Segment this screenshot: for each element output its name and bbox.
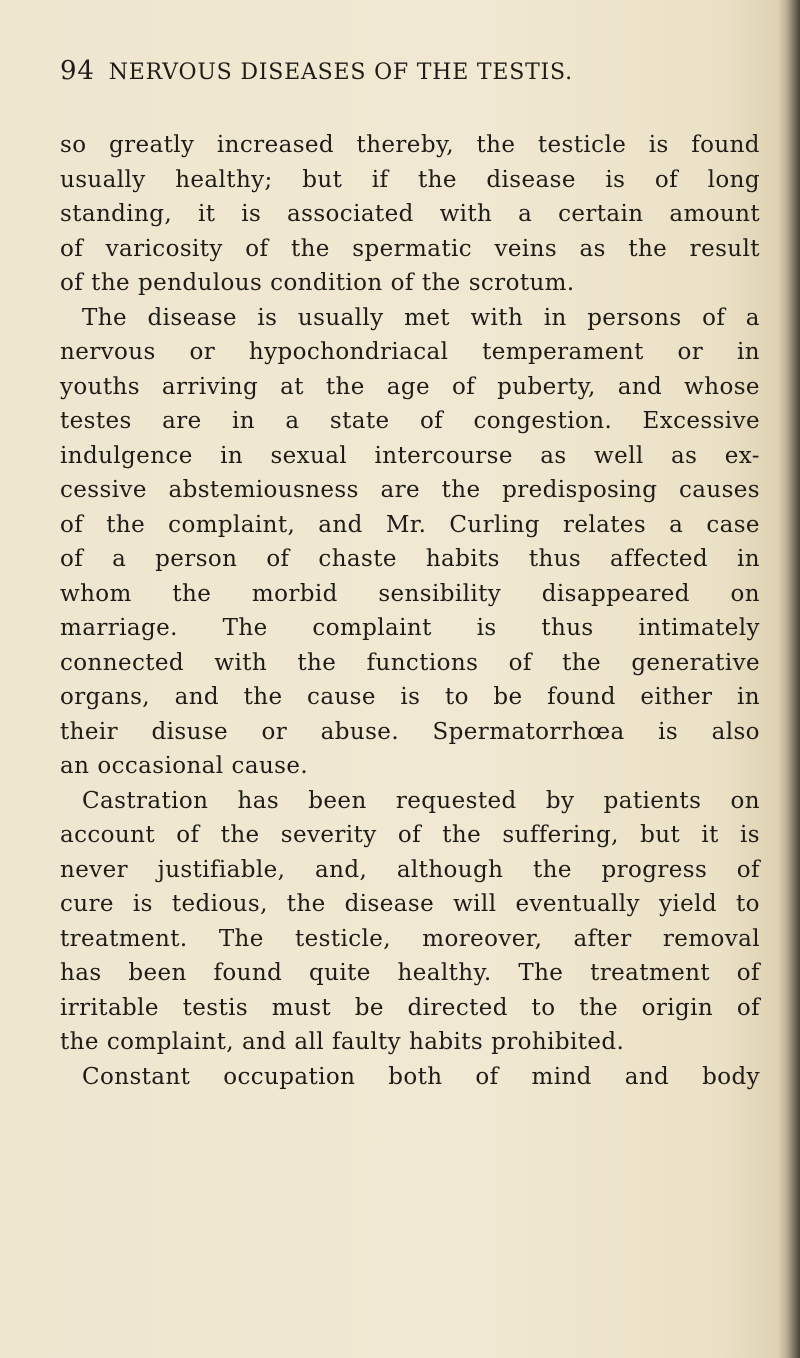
text-line [60,266,760,301]
text-line [60,473,760,508]
word: of [451,373,476,400]
word: is [476,615,497,641]
word: but [302,166,343,193]
word: causes [678,477,760,503]
word: morbid [251,580,338,607]
word: Constant [82,1063,191,1090]
word: sensibility [378,580,502,607]
page-number: 94 [60,56,95,86]
word: testes [60,408,132,434]
word: a [745,304,760,331]
word: if [371,166,389,193]
word: usually [297,304,384,331]
word: of [60,511,84,538]
word: veins [494,235,558,262]
text-line [60,680,760,715]
word: with [214,649,268,676]
word: puberty, [497,373,596,400]
word: age [386,373,430,400]
word: the [286,891,326,917]
word: cure [60,891,114,917]
word: is [740,822,760,848]
word: also [711,718,760,745]
word: of [245,235,269,262]
word: ex- [724,442,760,469]
word: and [318,511,363,538]
word: been [128,960,187,986]
word: of [390,270,414,296]
word: healthy; [175,166,273,193]
word: occupation [223,1063,356,1090]
word: whose [684,373,760,400]
word: both [388,1063,443,1090]
word: treatment [590,960,710,986]
word: congestion. [473,408,613,434]
word: or [677,339,704,365]
word: of [419,408,444,434]
word: is [658,718,679,745]
word: of [60,270,84,296]
word: the [532,856,572,883]
word: habits [409,1029,484,1055]
word: on [730,787,760,814]
word: of [508,649,532,676]
word: the [628,235,668,262]
word: thus [541,615,594,641]
word: be [493,684,523,710]
word: varicosity [105,235,223,262]
word: patients [603,787,702,814]
word: all [294,1029,325,1055]
text-line [60,715,760,750]
word: of [654,166,679,193]
text-line [60,922,760,957]
text-line [60,611,760,646]
word: moreover, [422,925,543,952]
word: organs, [60,684,151,710]
word: youths [60,373,140,400]
word: thereby, [356,132,454,158]
word: body [702,1063,760,1090]
word: by [545,787,575,814]
text-line [60,335,760,370]
text-line [60,1025,760,1060]
word: hypochondriacal [248,339,449,365]
text-line [60,646,760,681]
word: with [439,201,493,227]
word: their [60,718,119,745]
text-line [60,370,760,405]
word: cause. [231,753,309,779]
word: the [172,580,212,607]
word: is [132,891,153,917]
word: of [266,546,290,572]
text-line [60,991,760,1026]
word: the [418,166,457,193]
word: certain [558,201,644,227]
word: is [648,132,669,158]
word: and [617,373,663,400]
word: disuse [151,718,229,745]
word: temperament [482,339,644,365]
word: well [594,442,644,469]
word: state [329,408,390,434]
word: eventually [515,891,640,917]
word: and [174,684,220,710]
text-line [60,197,760,232]
word: functions [366,649,479,676]
word: relates [562,511,647,538]
word: person [155,546,238,572]
word: the [220,822,260,848]
word: a [285,408,300,434]
word: abstemiousness [168,477,359,503]
word: found [691,132,760,158]
text-line [60,887,760,922]
word: a [112,546,127,572]
word: The [222,615,268,641]
word: complaint, [106,1029,234,1055]
text-line [60,163,760,198]
word: is [605,166,626,193]
word: found [213,960,283,986]
word: spermatic [352,235,473,262]
text-line [60,439,760,474]
word: generative [631,649,760,676]
word: the [421,270,461,296]
word: removal [662,925,760,952]
word: the [297,649,337,676]
word: after [573,925,632,952]
text-line [60,577,760,612]
word: disease [147,304,237,331]
word: in [220,442,244,469]
word: faulty [332,1029,402,1055]
word: will [453,891,497,917]
word: complaint [312,615,432,641]
word: whom [60,580,132,607]
word: as [671,442,698,469]
word: never [60,856,129,883]
word: the [562,649,601,676]
word: but [640,822,681,848]
word: of [475,1063,499,1090]
word: of [60,546,84,572]
word: Mr. [385,511,427,538]
word: long [707,166,760,193]
text-line [60,784,760,819]
text-line [60,232,760,267]
word: testicle, [295,925,392,952]
word: chaste [318,546,397,572]
word: of [736,960,760,986]
word: the [243,684,283,710]
word: healthy. [397,960,492,986]
word: disappeared [541,580,690,607]
word: of [60,235,84,262]
word: of [176,822,200,848]
word: affected [610,546,709,572]
word: the [476,132,516,158]
word: marriage. [60,615,178,641]
word: Spermatorrhœa [432,718,625,745]
word: is [241,201,262,227]
word: met [404,304,450,331]
word: a [669,511,684,538]
running-header [60,56,573,86]
word: cessive [60,477,147,503]
word: condition [270,270,383,296]
word: an [60,753,90,779]
word: directed [407,994,508,1021]
word: suffering, [502,822,619,848]
word: disease [344,891,435,917]
running-title: NERVOUS DISEASES OF THE TESTIS. [108,60,573,85]
word: Curling [449,511,540,538]
text-line [60,508,760,543]
word: or [261,718,288,745]
word: it [197,201,216,227]
word: origin [641,994,714,1021]
word: mind [531,1063,592,1090]
word: the [325,373,365,400]
word: pendulous [138,270,263,296]
word: of [702,304,726,331]
word: and [241,1029,287,1055]
word: progress [601,856,708,883]
word: intimately [638,615,760,641]
word: to [736,891,760,917]
word: the [290,235,330,262]
word: on [730,580,760,607]
word: in [232,408,256,434]
word: as [579,235,606,262]
word: has [237,787,280,814]
word: treatment. [60,925,188,952]
word: The [218,925,264,952]
word: the [441,477,481,503]
word: of [397,822,422,848]
word: increased [216,132,335,158]
word: tedious, [171,891,268,917]
word: at [280,373,304,400]
word: scrotum. [468,270,575,296]
word: cause [307,684,376,710]
word: indulgence [60,442,193,469]
text-line [60,301,760,336]
text-line [60,128,760,163]
word: nervous [60,339,156,365]
word: connected [60,649,185,676]
word: the [442,822,482,848]
word: so [60,132,87,158]
word: found [547,684,616,710]
word: The [82,304,127,331]
word: the [106,511,146,538]
word: must [271,994,332,1021]
text-line [60,542,760,577]
word: the [60,1029,99,1055]
word: abuse. [320,718,400,745]
word: thus [528,546,582,572]
word: has [60,960,102,986]
word: in [737,546,760,572]
word: associated [287,201,414,227]
word: with [470,304,524,331]
word: habits [425,546,500,572]
word: usually [60,166,146,193]
word: a [518,201,533,227]
word: justifiable, [157,856,286,883]
word: the [91,270,131,296]
word: is [400,684,421,710]
text-line [60,404,760,439]
word: is [257,304,278,331]
word: been [308,787,367,814]
word: testicle [537,132,627,158]
word: as [540,442,567,469]
word: standing, [60,201,173,227]
text-line [60,749,760,784]
word: in [543,304,567,331]
word: the [579,994,618,1021]
word: to [531,994,556,1021]
word: of [736,994,760,1021]
word: although [396,856,504,883]
word: predisposing [502,477,658,503]
word: of [736,856,760,883]
text-line [60,818,760,853]
word: amount [669,201,760,227]
word: persons [587,304,682,331]
word: are [162,408,202,434]
word: quite [309,960,371,986]
word: result [689,235,760,262]
word: disease [486,166,576,193]
word: occasional [97,753,224,779]
word: irritable [60,994,159,1021]
word: requested [395,787,517,814]
word: The [518,960,564,986]
word: sexual [270,442,348,469]
word: and [624,1063,670,1090]
page-edge-shadow [778,0,800,1358]
word: it [701,822,719,848]
word: intercourse [374,442,513,469]
word: complaint, [168,511,296,538]
word: either [640,684,713,710]
word: and, [315,856,368,883]
word: in [736,339,760,365]
text-line [60,853,760,888]
text-line [60,956,760,991]
word: severity [280,822,377,848]
word: or [189,339,216,365]
word: account [60,822,155,848]
word: testis [182,994,249,1021]
word: to [444,684,469,710]
body-text [60,128,760,1094]
word: Excessive [642,408,760,434]
word: Castration [82,787,209,814]
word: prohibited. [491,1029,625,1055]
word: arriving [161,373,259,400]
text-line [60,1060,760,1095]
word: be [354,994,384,1021]
word: greatly [108,132,195,158]
word: in [736,684,760,710]
word: yield [658,891,718,917]
word: are [380,477,420,503]
word: case [706,511,760,538]
